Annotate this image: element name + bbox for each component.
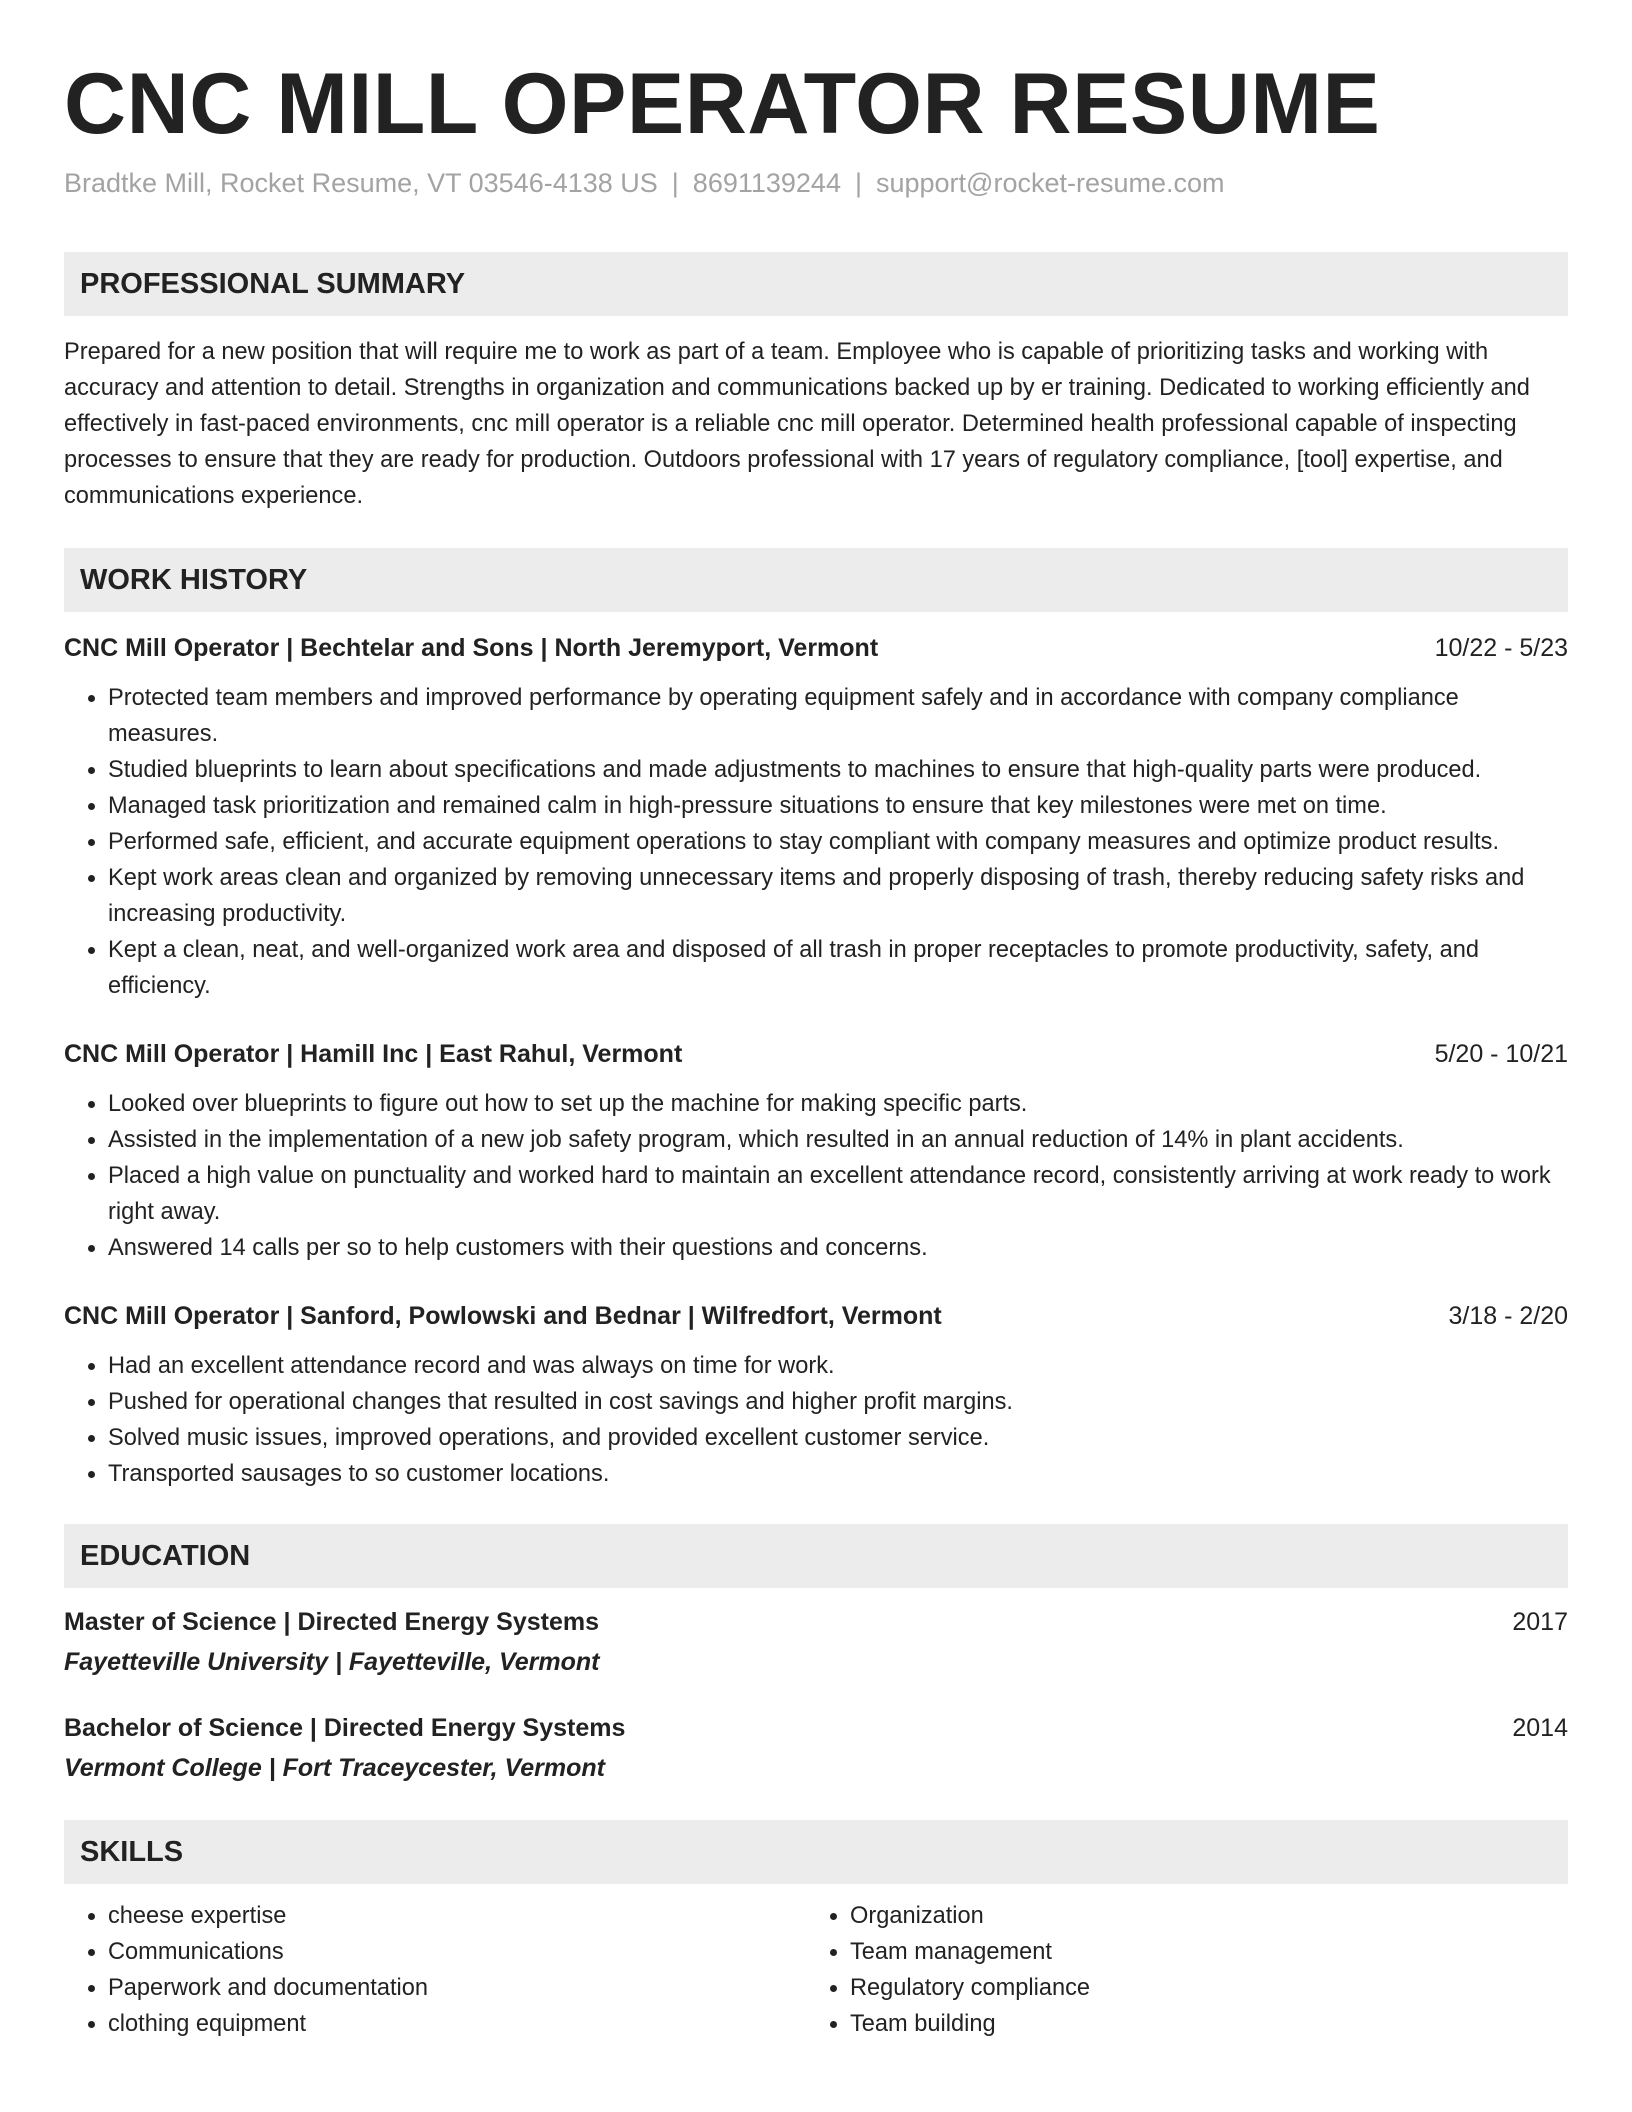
job-dates: 3/18 - 2/20 [1448,1302,1568,1330]
skill-item: • clothing equipment [108,2006,806,2042]
summary-text: Prepared for a new position that will require me to work as part of a team. Employee who is capable of prioritizing tasks and working with accuracy and attention to detail. Strengths in organization and communications backed up by er training. Dedicated to working efficiently and effectively in fast-paced environments, cnc mill operator is a reliable cnc mill operator. Determined health professional capable of inspecting processes to ensure that they are ready for production. Outdoors professional with 17 years of regulatory compliance, [tool] expertise, and communications experience. [64,339,1530,509]
job-bullet: • Kept work areas clean and organized by removing unnecessary items and properly disposing of trash, thereby reducing safety risks and increasing productivity. [108,860,1568,932]
contact-phone: 8691139244 [692,168,841,198]
contact-separator: | [854,168,862,198]
job-bullet: • Looked over blueprints to figure out how to set up the machine for making specific parts. [108,1086,1568,1122]
job-dates: 10/22 - 5/23 [1434,634,1568,662]
contact-separator: | [671,168,679,198]
skill-item: • Communications [108,1934,806,1970]
work-history-heading: WORK HISTORY [64,548,1568,612]
skill-item: • Organization [850,1898,1548,1934]
skill-item: • Paperwork and documentation [108,1970,806,2006]
education-degree: Bachelor of Science | Directed Energy Systems [64,1714,626,1742]
job-bullet: • Studied blueprints to learn about specifications and made adjustments to machines to ensure that high-quality parts were produced. [108,752,1568,788]
education-header [64,1604,1568,1640]
skills-bullets [806,1898,1548,2042]
job-bullet: • Protected team members and improved performance by operating equipment safely and in accordance with company compliance measures. [108,680,1568,752]
job-title: CNC Mill Operator | Bechtelar and Sons | North Jeremyport, Vermont [64,634,879,662]
job-bullet: • Managed task prioritization and remained calm in high-pressure situations to ensure that key milestones were met on time. [108,788,1568,824]
skills-heading: SKILLS [64,1820,1568,1884]
education-entry [64,1604,1568,1680]
education-year: 2014 [1512,1714,1568,1742]
skill-item: • Team management [850,1934,1548,1970]
job-title: CNC Mill Operator | Hamill Inc | East Rahul, Vermont [64,1040,683,1068]
job-header [64,1298,1568,1334]
contact-email: support@rocket-resume.com [875,168,1225,198]
summary-heading: PROFESSIONAL SUMMARY [64,252,1568,316]
job-bullet: • Assisted in the implementation of a new job safety program, which resulted in an annual reduction of 14% in plant accidents. [108,1122,1568,1158]
job-header [64,630,1568,666]
education-heading: EDUCATION [64,1524,1568,1588]
job-bullet: • Kept a clean, neat, and well-organized work area and disposed of all trash in proper receptacles to promote productivity, safety, and efficiency. [108,932,1568,1004]
skills-column-right [806,1898,1548,2042]
job-title: CNC Mill Operator | Sanford, Powlowski and Bednar | Wilfredfort, Vermont [64,1302,942,1330]
job-bullets [64,1086,1568,1266]
job-entry [64,1298,1568,1492]
education-school: Fayetteville University | Fayetteville, Vermont [64,1648,600,1676]
resume-page [64,0,1568,2042]
job-bullet: • Transported sausages to so customer locations. [108,1456,1568,1492]
education-degree: Master of Science | Directed Energy Systems [64,1608,599,1636]
job-bullets [64,1348,1568,1492]
education-entry [64,1710,1568,1786]
skills-bullets [64,1898,806,2042]
education-year: 2017 [1512,1608,1568,1636]
skills-column-left [64,1898,806,2042]
skill-item: • cheese expertise [108,1898,806,1934]
contact-address: Bradtke Mill, Rocket Resume, VT 03546-4138 US [64,168,658,198]
job-dates: 5/20 - 10/21 [1434,1040,1568,1068]
resume-title: CNC MILL OPERATOR RESUME [64,56,1381,152]
job-header [64,1036,1568,1072]
skill-item: • Team building [850,2006,1548,2042]
job-entry [64,630,1568,1004]
job-entry [64,1036,1568,1266]
job-bullet: • Placed a high value on punctuality and worked hard to maintain an excellent attendance record, consistently arriving at work ready to work right away. [108,1158,1568,1230]
skills-list [64,1898,1568,2042]
education-header [64,1710,1568,1746]
job-bullets [64,680,1568,1004]
contact-line [64,166,1568,200]
job-bullet: • Pushed for operational changes that resulted in cost savings and higher profit margins. [108,1384,1568,1420]
job-bullet: • Had an excellent attendance record and was always on time for work. [108,1348,1568,1384]
skill-item: • Regulatory compliance [850,1970,1548,2006]
education-school: Vermont College | Fort Traceycester, Vermont [64,1754,605,1782]
job-bullet: • Answered 14 calls per so to help customers with their questions and concerns. [108,1230,1568,1266]
job-bullet: • Performed safe, efficient, and accurate equipment operations to stay compliant with company measures and optimize product results. [108,824,1568,860]
job-bullet: • Solved music issues, improved operations, and provided excellent customer service. [108,1420,1568,1456]
